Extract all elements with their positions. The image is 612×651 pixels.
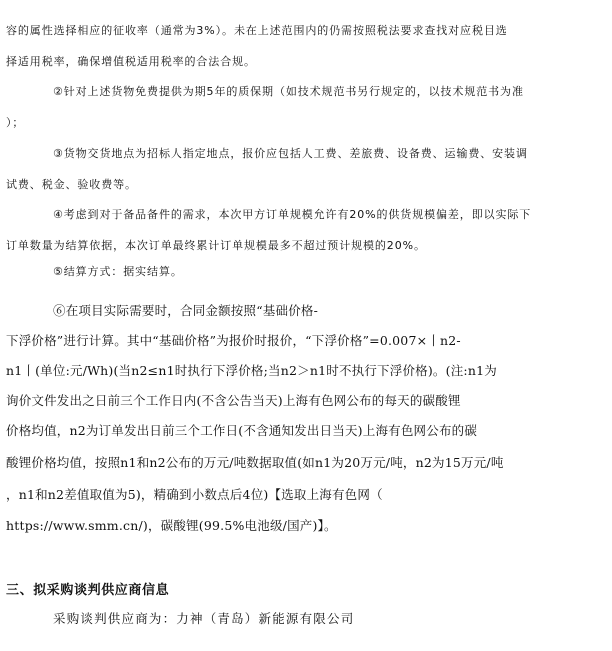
paragraph-line: ④考虑到对于备品备件的需求，本次甲方订单规模允许有20%的供货规模偏差，即以实际下 <box>53 208 532 221</box>
paragraph-line: ）； <box>6 116 25 129</box>
paragraph-line: n1丨(单位:元/Wh)(当n2≤n1时执行下浮价格;当n2＞n1时不执行下浮价格)。(注:n1为 <box>6 363 497 378</box>
paragraph-line: 下浮价格”进行计算。其中“基础价格”为报价时报价，“下浮价格”=0.007×丨n2- <box>6 333 461 348</box>
paragraph-line: ，n1和n2差值取值为5)，精确到小数点后4位)【选取上海有色网（ <box>6 487 383 502</box>
paragraph-line: 价格均值，n2为订单发出日前三个工作日(不含通知发出日当天)上海有色网公布的碳 <box>6 423 478 438</box>
supplier-line: 采购谈判供应商为：力神（青岛）新能源有限公司 <box>53 611 355 626</box>
paragraph-line: 询价文件发出之日前三个工作日内(不含公告当天)上海有色网公布的每天的碳酸锂 <box>6 393 461 408</box>
paragraph-line: 酸锂价格均值，按照n1和n2公布的万元/吨数据取值(如n1为20万元/吨，n2为15万元/吨 <box>6 455 504 470</box>
paragraph-line: https://www.smm.cn/)，碳酸锂(99.5%电池级/国产)】。 <box>6 518 337 533</box>
paragraph-line: 订单数量为结算依据，本次订单最终累计订单规模最多不超过预计规模的20%。 <box>6 239 426 252</box>
section-heading: 三、拟采购谈判供应商信息 <box>6 583 170 598</box>
paragraph-line: ⑤结算方式：据实结算。 <box>53 265 183 278</box>
paragraph-line: ⑥在项目实际需要时，合同金额按照“基础价格- <box>53 303 319 318</box>
paragraph-line: 容的属性选择相应的征收率（通常为3%）。未在上述范围内的仍需按照税法要求查找对应税目选 <box>6 24 508 37</box>
paragraph-line: ③货物交货地点为招标人指定地点，报价应包括人工费、差旅费、设备费、运输费、安装调 <box>53 147 528 160</box>
paragraph-line: 试费、税金、验收费等。 <box>6 178 137 191</box>
paragraph-line: 择适用税率，确保增值税适用税率的合法合规。 <box>6 55 256 68</box>
paragraph-line: ②针对上述货物免费提供为期5年的质保期（如技术规范书另行规定的，以技术规范书为准 <box>53 85 524 98</box>
